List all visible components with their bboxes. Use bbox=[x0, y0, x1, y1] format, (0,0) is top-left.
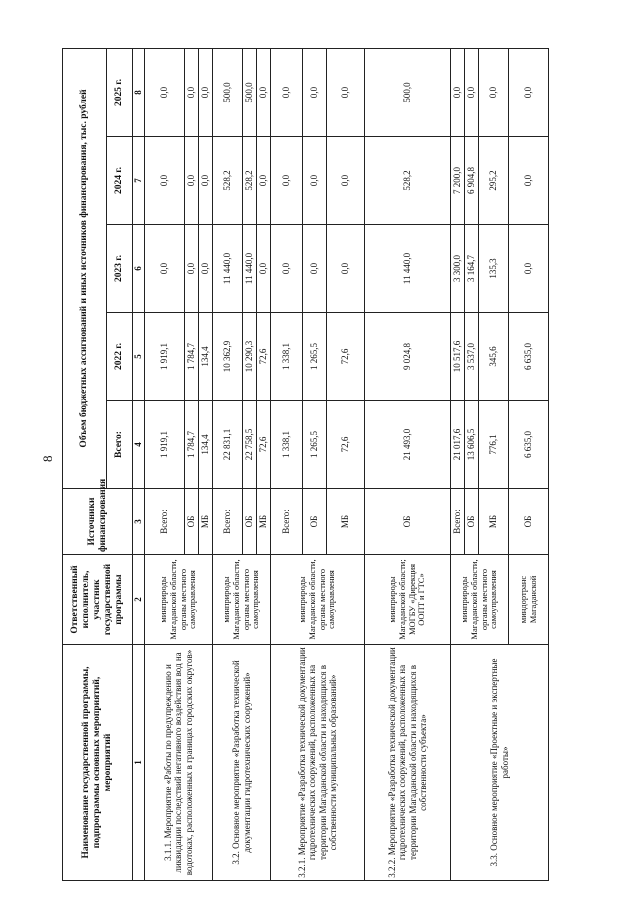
responsible-executor: минприроды Магаданской области, органы местного самоуправления bbox=[145, 555, 213, 645]
column-index: 1 bbox=[133, 645, 145, 881]
value-cell: 1 784,7 bbox=[185, 313, 199, 401]
funding-source: Всего: bbox=[451, 489, 465, 555]
responsible-executor: минприроды Магаданской области; МОГБУ «Дирекция ООПТ и ГТС» bbox=[365, 555, 451, 645]
column-index: 2 bbox=[133, 555, 145, 645]
value-cell: 528,2 bbox=[243, 137, 257, 225]
funding-source: ОБ bbox=[365, 489, 451, 555]
value-cell: 9 024,8 bbox=[365, 313, 451, 401]
value-cell: 0,0 bbox=[509, 48, 549, 136]
rotated-table-container bbox=[62, 49, 548, 881]
header-year: 2025 г. bbox=[107, 48, 133, 136]
value-cell: 1 338,1 bbox=[271, 401, 303, 489]
value-cell: 1 919,1 bbox=[145, 401, 185, 489]
header-year: 2024 г. bbox=[107, 137, 133, 225]
header-source: Источники финансирования bbox=[63, 489, 133, 555]
column-index: 3 bbox=[133, 489, 145, 555]
value-cell: 72,6 bbox=[257, 313, 271, 401]
value-cell: 0,0 bbox=[199, 225, 213, 313]
value-cell: 11 440,0 bbox=[243, 225, 257, 313]
header-name: Наименование государственной программы, подпрограммы основных мероприятий, мероприятий bbox=[63, 645, 133, 881]
value-cell: 0,0 bbox=[257, 225, 271, 313]
value-cell: 22 831,1 bbox=[213, 401, 243, 489]
funding-source: ОБ bbox=[185, 489, 199, 555]
funding-source: Всего: bbox=[145, 489, 185, 555]
value-cell: 6 904,8 bbox=[465, 137, 479, 225]
value-cell: 1 338,1 bbox=[271, 313, 303, 401]
value-cell: 0,0 bbox=[199, 137, 213, 225]
header-year: 2022 г. bbox=[107, 313, 133, 401]
column-index: 4 bbox=[133, 401, 145, 489]
funding-source: Всего: bbox=[271, 489, 303, 555]
value-cell: 0,0 bbox=[327, 137, 365, 225]
responsible-executor: миндортранс Магаданской bbox=[509, 555, 549, 645]
funding-source: ОБ bbox=[303, 489, 327, 555]
value-cell: 11 440,0 bbox=[213, 225, 243, 313]
funding-source: ОБ bbox=[465, 489, 479, 555]
column-index: 7 bbox=[133, 137, 145, 225]
funding-source: ОБ bbox=[243, 489, 257, 555]
value-cell: 0,0 bbox=[465, 48, 479, 136]
table-row bbox=[365, 48, 451, 880]
value-cell: 72,6 bbox=[327, 313, 365, 401]
value-cell: 134,4 bbox=[199, 313, 213, 401]
value-cell: 1 919,1 bbox=[145, 313, 185, 401]
value-cell: 0,0 bbox=[271, 48, 303, 136]
responsible-executor: минприроды Магаданской области, органы местного самоуправления bbox=[213, 555, 271, 645]
value-cell: 0,0 bbox=[303, 137, 327, 225]
activity-name: 3.1.1. Мероприятие «Работы по предупреждению и ликвидации последствий негативного воздействия вод на водотоках, расположенных в границах городских округов» bbox=[145, 645, 213, 881]
value-cell: 72,6 bbox=[327, 401, 365, 489]
funding-source: МБ bbox=[479, 489, 509, 555]
column-index: 6 bbox=[133, 225, 145, 313]
value-cell: 0,0 bbox=[185, 225, 199, 313]
header-volume-group: Объем бюджетных ассигнований и иных источников финансирования, тыс. рублей bbox=[63, 48, 107, 488]
value-cell: 0,0 bbox=[145, 137, 185, 225]
value-cell: 21 017,6 bbox=[451, 401, 465, 489]
responsible-executor: минприроды Магаданской области, органы местного самоуправления bbox=[451, 555, 509, 645]
value-cell: 1 265,5 bbox=[303, 313, 327, 401]
value-cell: 0,0 bbox=[327, 48, 365, 136]
financing-table bbox=[62, 48, 549, 881]
value-cell: 0,0 bbox=[145, 225, 185, 313]
value-cell: 0,0 bbox=[257, 48, 271, 136]
value-cell: 3 300,0 bbox=[451, 225, 465, 313]
funding-source: МБ bbox=[199, 489, 213, 555]
value-cell: 3 164,7 bbox=[465, 225, 479, 313]
funding-source: МБ bbox=[327, 489, 365, 555]
value-cell: 3 537,0 bbox=[465, 313, 479, 401]
value-cell: 6 635,0 bbox=[509, 313, 549, 401]
value-cell: 0,0 bbox=[303, 48, 327, 136]
value-cell: 0,0 bbox=[185, 137, 199, 225]
value-cell: 500,0 bbox=[243, 48, 257, 136]
value-cell: 135,3 bbox=[479, 225, 509, 313]
value-cell: 0,0 bbox=[327, 225, 365, 313]
value-cell: 0,0 bbox=[479, 48, 509, 136]
value-cell: 7 200,0 bbox=[451, 137, 465, 225]
value-cell: 0,0 bbox=[257, 137, 271, 225]
header-year: 2023 г. bbox=[107, 225, 133, 313]
table-row bbox=[451, 48, 465, 880]
activity-name: 3.2.1. Мероприятие «Разработка технической документации гидротехнических сооружений, расположенных на территории Магаданской области и находящихся в собственности муниципальных образований» bbox=[271, 645, 365, 881]
value-cell: 1 265,5 bbox=[303, 401, 327, 489]
funding-source: ОБ bbox=[509, 489, 549, 555]
value-cell: 10 362,9 bbox=[213, 313, 243, 401]
value-cell: 0,0 bbox=[509, 137, 549, 225]
value-cell: 10 517,6 bbox=[451, 313, 465, 401]
funding-source: Всего: bbox=[213, 489, 243, 555]
value-cell: 0,0 bbox=[303, 225, 327, 313]
value-cell: 1 784,7 bbox=[185, 401, 199, 489]
table-row bbox=[145, 48, 185, 880]
activity-name: 3.2.2. Мероприятие «Разработка технической документации гидротехнических сооружений, расположенных на территории Магаданской области и находящихся в собственности субъекта» bbox=[365, 645, 451, 881]
value-cell: 528,2 bbox=[213, 137, 243, 225]
value-cell: 0,0 bbox=[199, 48, 213, 136]
value-cell: 0,0 bbox=[271, 225, 303, 313]
value-cell: 500,0 bbox=[365, 48, 451, 136]
value-cell: 500,0 bbox=[213, 48, 243, 136]
value-cell: 0,0 bbox=[271, 137, 303, 225]
value-cell: 0,0 bbox=[145, 48, 185, 136]
header-responsible: Ответственный исполнитель, участник государственной программы bbox=[63, 555, 133, 645]
value-cell: 0,0 bbox=[185, 48, 199, 136]
activity-name: 3.3. Основное мероприятие «Проектные и экспертные работы» bbox=[451, 645, 549, 881]
value-cell: 776,1 bbox=[479, 401, 509, 489]
value-cell: 22 758,5 bbox=[243, 401, 257, 489]
value-cell: 295,2 bbox=[479, 137, 509, 225]
column-index: 8 bbox=[133, 48, 145, 136]
value-cell: 0,0 bbox=[509, 225, 549, 313]
activity-name: 3.2. Основное мероприятие «Разработка технической документации гидротехнических сооружений» bbox=[213, 645, 271, 881]
value-cell: 528,2 bbox=[365, 137, 451, 225]
column-index: 5 bbox=[133, 313, 145, 401]
value-cell: 134,4 bbox=[199, 401, 213, 489]
value-cell: 10 290,3 bbox=[243, 313, 257, 401]
value-cell: 345,6 bbox=[479, 313, 509, 401]
responsible-executor: минприроды Магаданской области, органы местного самоуправления bbox=[271, 555, 365, 645]
value-cell: 6 635,0 bbox=[509, 401, 549, 489]
value-cell: 13 606,5 bbox=[465, 401, 479, 489]
funding-source: МБ bbox=[257, 489, 271, 555]
value-cell: 0,0 bbox=[451, 48, 465, 136]
value-cell: 21 493,0 bbox=[365, 401, 451, 489]
table-row bbox=[213, 48, 243, 880]
header-total: Всего: bbox=[107, 401, 133, 489]
table-row bbox=[271, 48, 303, 880]
page-number: 8 bbox=[40, 455, 55, 462]
value-cell: 11 440,0 bbox=[365, 225, 451, 313]
value-cell: 72,6 bbox=[257, 401, 271, 489]
